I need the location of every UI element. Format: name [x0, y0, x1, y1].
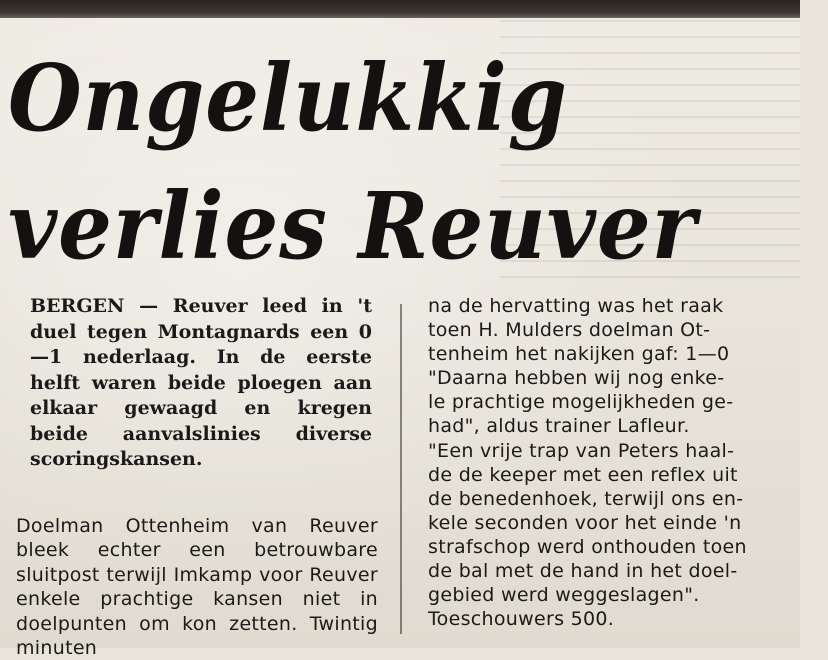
column-2-line: na de hervatting was het raak — [428, 295, 724, 317]
clipping-top-edge — [0, 0, 800, 18]
column-2-line: strafschop werd onthouden toen — [428, 535, 747, 558]
column-2-line: tenheim het nakijken gaf: 1—0 — [428, 343, 730, 366]
column-2-line: "Een vrije trap van Peters haal- — [428, 439, 735, 462]
column-2-line: "Daarna hebben wij nog enke- — [428, 367, 725, 390]
column-2-line: toen H. Mulders doelman Ot- — [428, 319, 711, 342]
headline-line-2: verlies Reuver — [8, 172, 698, 280]
lead-paragraph: BERGEN — Reuver leed in 't duel tegen Montagnards een 0—1 nederlaag. In de eerste helft waren beide ploegen aan elkaar gewaagd en kregen beide aanvalslinies diverse scoringskansen. — [30, 295, 372, 470]
column-2-line: le prachtige mogelijkheden ge- — [428, 391, 734, 414]
column-2-line: had", aldus trainer Lafleur. — [428, 415, 690, 438]
column-2-line: de de keeper met een reflex uit — [428, 463, 738, 486]
column-2-line: kele seconden voor het einde 'n — [428, 511, 742, 534]
column-2-line: de bal met de hand in het doel- — [428, 560, 738, 583]
headline-line-1: Ongelukkig — [8, 44, 568, 152]
column-2-line: Toeschouwers 500. — [428, 608, 615, 631]
article-column-2 — [428, 294, 828, 631]
article-column-1: Doelman Ottenheim van Reuver bleek echter een betrouwbare sluitpost terwijl Imkamp voor Reuver enkele prachtige kansen niet in doelpunten om kon zetten. Twintig minuten — [16, 515, 378, 660]
column-2-line: gebied werd weggeslagen". — [428, 584, 700, 607]
column-divider — [400, 304, 402, 634]
column-2-line: de benedenhoek, terwijl ons en- — [428, 487, 744, 510]
